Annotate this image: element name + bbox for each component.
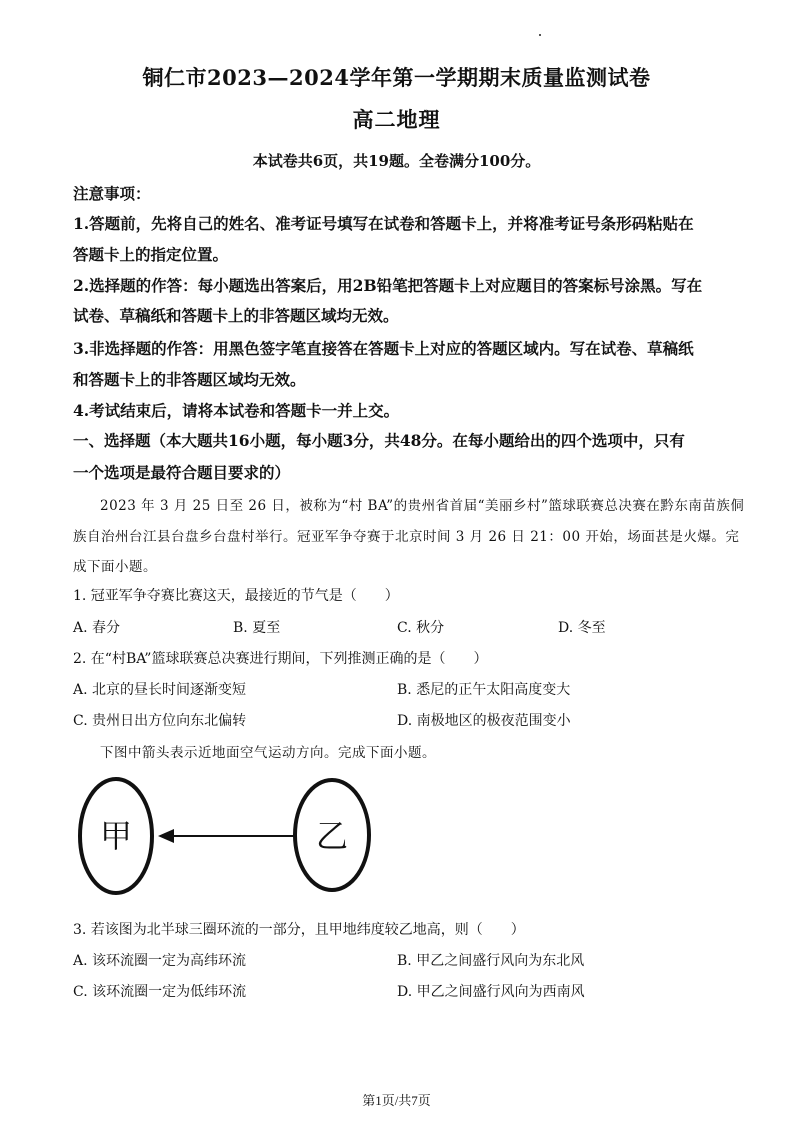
label-jia: 甲 xyxy=(99,817,133,855)
page-title: 铜仁市2023—2024学年第一学期期末质量监测试卷 xyxy=(142,65,651,90)
option-a: A. 该环流圈一定为高纬环流 xyxy=(73,953,247,969)
question-stem: 1. 冠亚军争夺赛比赛这天，最接近的节气是（ ） xyxy=(73,588,399,604)
page-number: 第1页/共7页 xyxy=(362,1093,431,1108)
exam-summary: 本试卷共6页，共19题。全卷满分100分。 xyxy=(252,152,541,170)
option-c: C. 该环流圈一定为低纬环流 xyxy=(73,984,247,1000)
option-a: A. 春分 xyxy=(73,620,121,636)
section-heading: 一、选择题（本大题共16小题，每小题3分，共48分。在每小题给出的四个选项中，只有 xyxy=(73,431,685,450)
notice-line: 试卷、草稿纸和答题卡上的非答题区域均无效。 xyxy=(73,306,399,325)
label-yi: 乙 xyxy=(315,817,349,855)
passage-line: 成下面小题。 xyxy=(73,559,157,575)
passage-line: 族自治州台江县台盘乡台盘村举行。冠亚军争夺赛于北京时间 3 月 26 日 21：00 开始，场面甚是火爆。完 xyxy=(73,529,740,545)
notice-line: 2.选择题的作答：每小题选出答案后，用2B铅笔把答题卡上对应题目的答案标号涂黑。写在 xyxy=(73,276,703,295)
option-b: B. 夏至 xyxy=(233,620,281,636)
page-subtitle: 高二地理 xyxy=(352,107,441,132)
option-c: C. 秋分 xyxy=(397,620,445,636)
option-a: A. 北京的昼长时间逐渐变短 xyxy=(73,682,247,698)
arrow-head-icon xyxy=(158,829,174,843)
notice-line: 和答题卡上的非答题区域均无效。 xyxy=(73,370,306,389)
passage-line: 2023 年 3 月 25 日至 26 日，被称为“村 BA”的贵州省首届“美丽乡村”篮球联赛总决赛在黔东南苗族侗 xyxy=(100,498,745,514)
section-heading: 一个选项是最符合题目要求的） xyxy=(73,463,291,482)
notice-line: 3.非选择题的作答：用黑色签字笔直接答在答题卡上对应的答题区域内。写在试卷、草稿纸 xyxy=(73,339,694,358)
notice-line: 答题卡上的指定位置。 xyxy=(73,245,229,264)
airflow-diagram xyxy=(78,772,378,906)
diagram-intro: 下图中箭头表示近地面空气运动方向。完成下面小题。 xyxy=(100,745,436,761)
notice-heading: 注意事项： xyxy=(73,184,151,203)
option-b: B. 悉尼的正午太阳高度变大 xyxy=(397,682,571,698)
option-d: D. 南极地区的极夜范围变小 xyxy=(397,713,571,729)
notice-line: 1.答题前，先将自己的姓名、准考证号填写在试卷和答题卡上，并将准考证号条形码粘贴在 xyxy=(73,214,694,233)
question-stem: 3. 若该图为北半球三圈环流的一部分，且甲地纬度较乙地高，则（ ） xyxy=(73,922,525,938)
option-c: C. 贵州日出方位向东北偏转 xyxy=(73,713,247,729)
notice-line: 4.考试结束后，请将本试卷和答题卡一并上交。 xyxy=(73,401,400,420)
option-d: D. 冬至 xyxy=(558,620,606,636)
question-stem: 2. 在“村BA”篮球联赛总决赛进行期间，下列推测正确的是（ ） xyxy=(73,651,488,667)
option-b: B. 甲乙之间盛行风向为东北风 xyxy=(397,953,585,969)
option-d: D. 甲乙之间盛行风向为西南风 xyxy=(397,984,585,1000)
scan-dot xyxy=(539,34,541,36)
